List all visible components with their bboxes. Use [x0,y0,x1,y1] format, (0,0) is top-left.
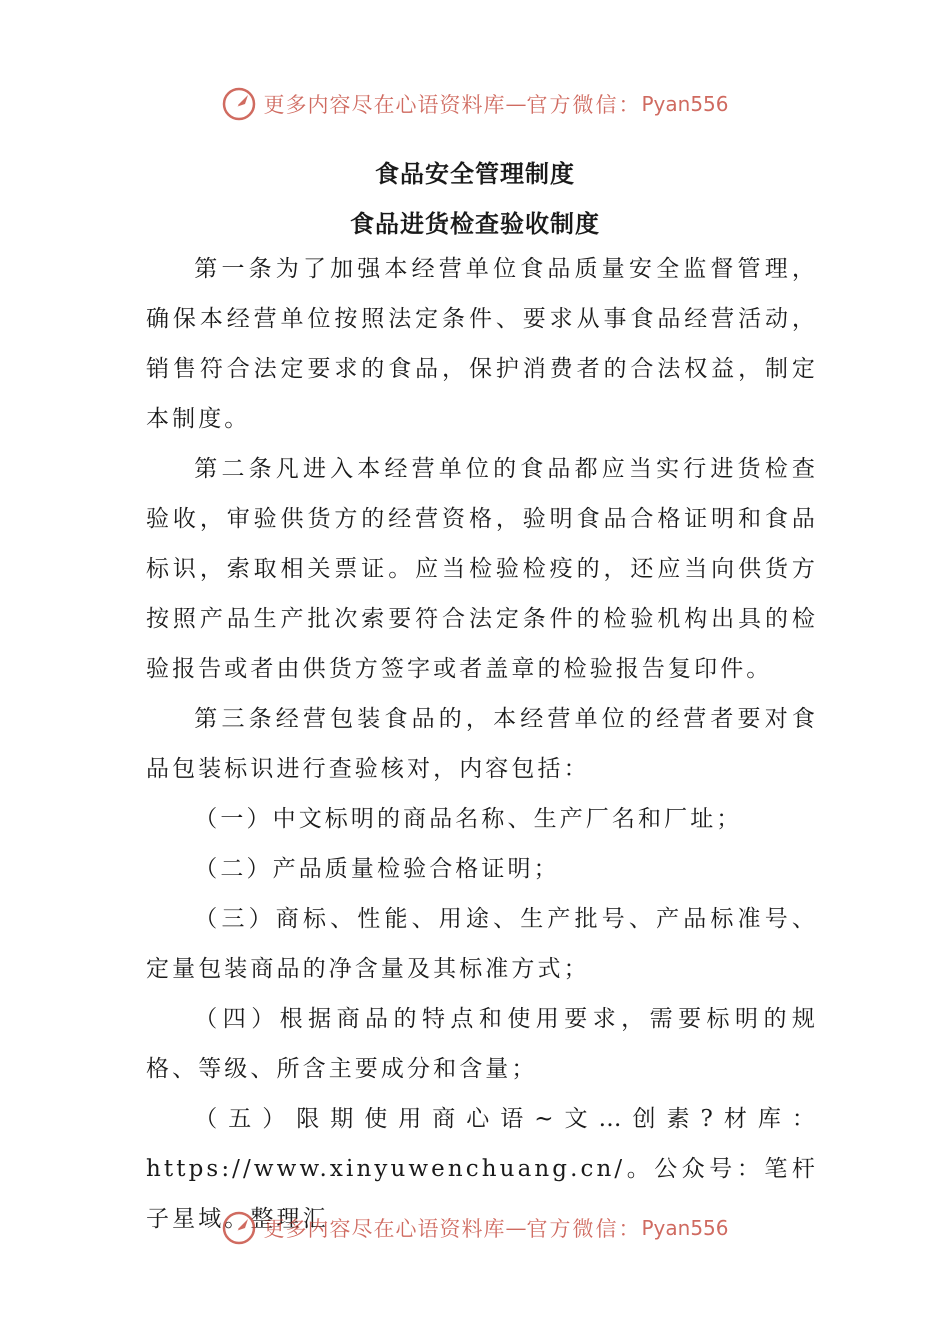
document-title: 食品安全管理制度 [375,160,575,188]
watermark-separator: — [505,1216,527,1240]
watermark-separator: — [505,92,527,116]
document-subtitle: 食品进货检查验收制度 [350,210,600,238]
list-item-1: （一）中文标明的商品名称、生产厂名和厂址； [194,806,743,832]
list-item-4: （四）根据商品的特点和使用要求，需要标明的规格、等级、所含主要成分和含量； [146,1006,818,1082]
quill-logo-icon [221,1210,257,1246]
footer-watermark [0,1208,950,1248]
list-item-2: （二）产品质量检验合格证明； [194,856,560,882]
list-item-3: （三）商标、性能、用途、生产批号、产品标准号、定量包装商品的净含量及其标准方式； [146,906,818,982]
document-body [146,244,818,1244]
quill-logo-icon [221,86,257,122]
watermark-wechat-id: Pyan556 [641,1216,729,1240]
watermark-wechat-id: Pyan556 [641,92,729,116]
paragraph-article-1: 第一条为了加强本经营单位食品质量安全监督管理，确保本经营单位按照法定条件、要求从事食品经营活动，销售符合法定要求的食品，保护消费者的合法权益，制定本制度。 [146,256,818,432]
watermark-wechat-label: 官方微信： [526,1217,642,1241]
watermark-wechat-label: 官方微信： [526,93,642,117]
watermark-text: 更多内容尽在心语资料库 [263,93,506,117]
watermark-text: 更多内容尽在心语资料库 [263,1217,506,1241]
list-item-5: （五）限期使用商心语~文…创素?材库：https://www.xinyuwenchuang.cn/。公众号：笔杆子星域。整理汇 [146,1106,818,1232]
header-watermark [0,84,950,124]
paragraph-article-3: 第三条经营包装食品的，本经营单位的经营者要对食品包装标识进行查验核对，内容包括： [146,706,818,782]
paragraph-article-2: 第二条凡进入本经营单位的食品都应当实行进货检查验收，审验供货方的经营资格，验明食品合格证明和食品标识，索取相关票证。应当检验检疫的，还应当向供货方按照产品生产批次索要符合法定条件的检验机构出具的检验报告或者由供货方签字或者盖章的检验报告复印件。 [146,456,818,682]
